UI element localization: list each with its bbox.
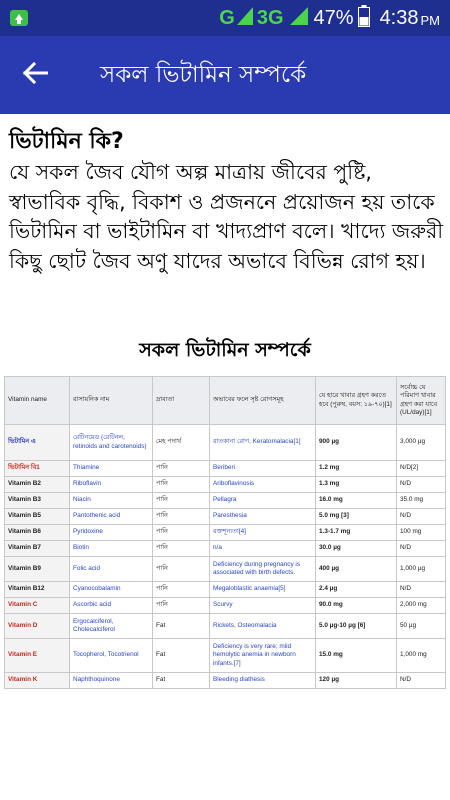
article-content[interactable] (0, 114, 450, 800)
clock-time: 4:38 (379, 6, 419, 29)
rda-cell: 16.0 mg (316, 493, 397, 509)
network-type-label-2: 3G (256, 6, 284, 29)
chemical-name-cell[interactable]: Riboflavin (70, 477, 153, 493)
solubility-cell: মেহ পদার্থ (153, 425, 210, 461)
deficiency-disease-cell[interactable]: n/a (210, 541, 316, 557)
upper-limit-cell: N/D (397, 673, 446, 689)
table-row (5, 525, 446, 541)
table-row (5, 582, 446, 598)
upper-limit-cell: N/D (397, 582, 446, 598)
article-heading: ভিটামিন কি? (9, 129, 124, 154)
vitamin-name-cell: Vitamin B9 (5, 557, 70, 582)
clock-ampm: PM (420, 13, 440, 28)
vitamin-name-cell: ভিটামিন এ (5, 425, 70, 461)
rda-cell: 5.0 µg-10 µg [6] (316, 614, 397, 639)
battery-icon (358, 5, 370, 32)
rda-cell: 1.2 mg (316, 461, 397, 477)
table-row (5, 509, 446, 525)
arrow-back-icon (22, 62, 48, 88)
upper-limit-cell: 1,000 µg (397, 557, 446, 582)
vitamin-name-cell: Vitamin B6 (5, 525, 70, 541)
solubility-cell: Fat (153, 673, 210, 689)
table-row (5, 425, 446, 461)
status-bar (0, 0, 450, 36)
rda-cell: 1.3-1.7 mg (316, 525, 397, 541)
rda-cell: 2.4 µg (316, 582, 397, 598)
upper-limit-cell: N/D (397, 509, 446, 525)
solubility-cell: Fat (153, 639, 210, 673)
table-row (5, 673, 446, 689)
deficiency-disease-cell[interactable]: Deficiency is very rare; mild hemolytic anemia in newborn infants.[7] (210, 639, 316, 673)
chemical-name-cell[interactable]: Biotin (70, 541, 153, 557)
vitamin-name-cell: Vitamin D (5, 614, 70, 639)
rda-cell: 30.0 µg (316, 541, 397, 557)
vitamin-name-cell: ভিটামিন বি1 (5, 461, 70, 477)
vitamin-table (4, 376, 445, 689)
rda-cell: 15.0 mg (316, 639, 397, 673)
chemical-name-cell[interactable]: Naphthoquinone (70, 673, 153, 689)
page-title: সকল ভিটামিন সম্পর্কে (100, 61, 307, 88)
vitamin-name-cell: Vitamin B2 (5, 477, 70, 493)
chemical-name-cell[interactable]: Niacin (70, 493, 153, 509)
signal-icon-2 (290, 7, 308, 30)
vitamin-name-cell: Vitamin K (5, 673, 70, 689)
vitamin-name-cell: Vitamin B5 (5, 509, 70, 525)
chemical-name-cell[interactable]: Ergocalciferol, Cholecalciferol (70, 614, 153, 639)
rda-cell: 1.3 mg (316, 477, 397, 493)
header-deficiency-disease: অভাবের ফলে সৃষ্ট রোগসমূহ (210, 377, 316, 425)
upper-limit-cell: 35.0 mg (397, 493, 446, 509)
table-row (5, 493, 446, 509)
table-row (5, 477, 446, 493)
solubility-cell: পানি (153, 557, 210, 582)
vitamin-name-cell: Vitamin E (5, 639, 70, 673)
rda-cell: 400 µg (316, 557, 397, 582)
header-rda: যে হারে খাবার গ্রহণ করতে হবে (পুরুষ, বয়স: ১৯-৭০)[1] (316, 377, 397, 425)
upper-limit-cell: 3,000 µg (397, 425, 446, 461)
upper-limit-cell: 50 µg (397, 614, 446, 639)
solubility-cell: পানি (153, 582, 210, 598)
back-button[interactable] (0, 36, 70, 114)
table-row (5, 598, 446, 614)
solubility-cell: পানি (153, 598, 210, 614)
chemical-name-cell[interactable]: Cyanocobalamin (70, 582, 153, 598)
solubility-cell: পানি (153, 461, 210, 477)
header-upper-limit: সর্বোচ্চ যে পরিমাণ খাবার গ্রহণ করা যাবে (UL/day)[1] (397, 377, 446, 425)
header-chemical-name: রাসায়নিক নাম (70, 377, 153, 425)
table-title: সকল ভিটামিন সম্পর্কে (139, 339, 311, 361)
deficiency-disease-cell[interactable]: Pellagra (210, 493, 316, 509)
solubility-cell: পানি (153, 493, 210, 509)
deficiency-disease-cell[interactable]: Deficiency during pregnancy is associated with birth defects. (210, 557, 316, 582)
app-bar (0, 36, 450, 114)
table-row (5, 541, 446, 557)
rda-cell: 5.0 mg [3] (316, 509, 397, 525)
deficiency-disease-cell[interactable]: Beriberi (210, 461, 316, 477)
vitamin-name-cell: Vitamin B12 (5, 582, 70, 598)
solubility-cell: Fat (153, 614, 210, 639)
deficiency-disease-cell[interactable]: Paresthesia (210, 509, 316, 525)
upper-limit-cell: 100 mg (397, 525, 446, 541)
deficiency-disease-cell[interactable]: রক্তশূন্যতা[4] (210, 525, 316, 541)
upper-limit-cell: N/D (397, 541, 446, 557)
rda-cell: 900 µg (316, 425, 397, 461)
table-row (5, 614, 446, 639)
table-header-row (5, 377, 446, 425)
battery-percent: 47% (313, 6, 354, 29)
solubility-cell: পানি (153, 509, 210, 525)
table-row (5, 557, 446, 582)
chemical-name-cell[interactable]: Pantothenic acid (70, 509, 153, 525)
deficiency-disease-cell[interactable]: Rickets, Osteomalacia (210, 614, 316, 639)
table-row (5, 639, 446, 673)
chemical-name-cell[interactable]: Folic acid (70, 557, 153, 582)
vitamin-name-cell: Vitamin B7 (5, 541, 70, 557)
solubility-cell: পানি (153, 525, 210, 541)
upper-limit-cell: N/D (397, 477, 446, 493)
table-row (5, 461, 446, 477)
upper-limit-cell: 2,000 mg (397, 598, 446, 614)
chemical-name-cell[interactable]: রেটিনয়েড (রেটিনল, retinoids and carotenoids) (70, 425, 153, 461)
vitamin-name-cell: Vitamin C (5, 598, 70, 614)
solubility-cell: পানি (153, 541, 210, 557)
deficiency-disease-cell[interactable]: রাতকানা রোগ, Keratomalacia[1] (210, 425, 316, 461)
rda-cell: 90.0 mg (316, 598, 397, 614)
signal-icon-1 (237, 7, 253, 30)
header-solubility: দ্রাব্যতা (153, 377, 210, 425)
chemical-name-cell[interactable]: Thiamine (70, 461, 153, 477)
deficiency-disease-cell[interactable]: Scurvy (210, 598, 316, 614)
network-type-label: G (219, 6, 235, 29)
notification-icon (8, 6, 30, 30)
rda-cell: 120 µg (316, 673, 397, 689)
deficiency-disease-cell[interactable]: Megaloblastic anaemia[5] (210, 582, 316, 598)
vitamin-name-cell: Vitamin B3 (5, 493, 70, 509)
deficiency-disease-cell[interactable]: Bleeding diathesis (210, 673, 316, 689)
chemical-name-cell[interactable]: Pyridoxine (70, 525, 153, 541)
upper-limit-cell: N/D[2] (397, 461, 446, 477)
solubility-cell: পানি (153, 477, 210, 493)
chemical-name-cell[interactable]: Tocopherol, Tocotrienol (70, 639, 153, 673)
upper-limit-cell: 1,000 mg (397, 639, 446, 673)
chemical-name-cell[interactable]: Ascorbic acid (70, 598, 153, 614)
header-vitamin-name: Vitamin name (5, 377, 70, 425)
article-paragraph: যে সকল জৈব যৌগ অল্প মাত্রায় জীবের পুষ্টি, স্বাভাবিক বৃদ্ধি, বিকাশ ও প্রজননে প্রয়োজন হয় তাকে ভিটামিন বা ভাইটামিন বা খাদ্যপ্রাণ বলে। খাদ্যে জরুরী কিছু ছোট জৈব অণু যাদের অভাবে বিভিন্ন রোগ হয়। (9, 160, 444, 273)
deficiency-disease-cell[interactable]: Ariboflavinosis (210, 477, 316, 493)
